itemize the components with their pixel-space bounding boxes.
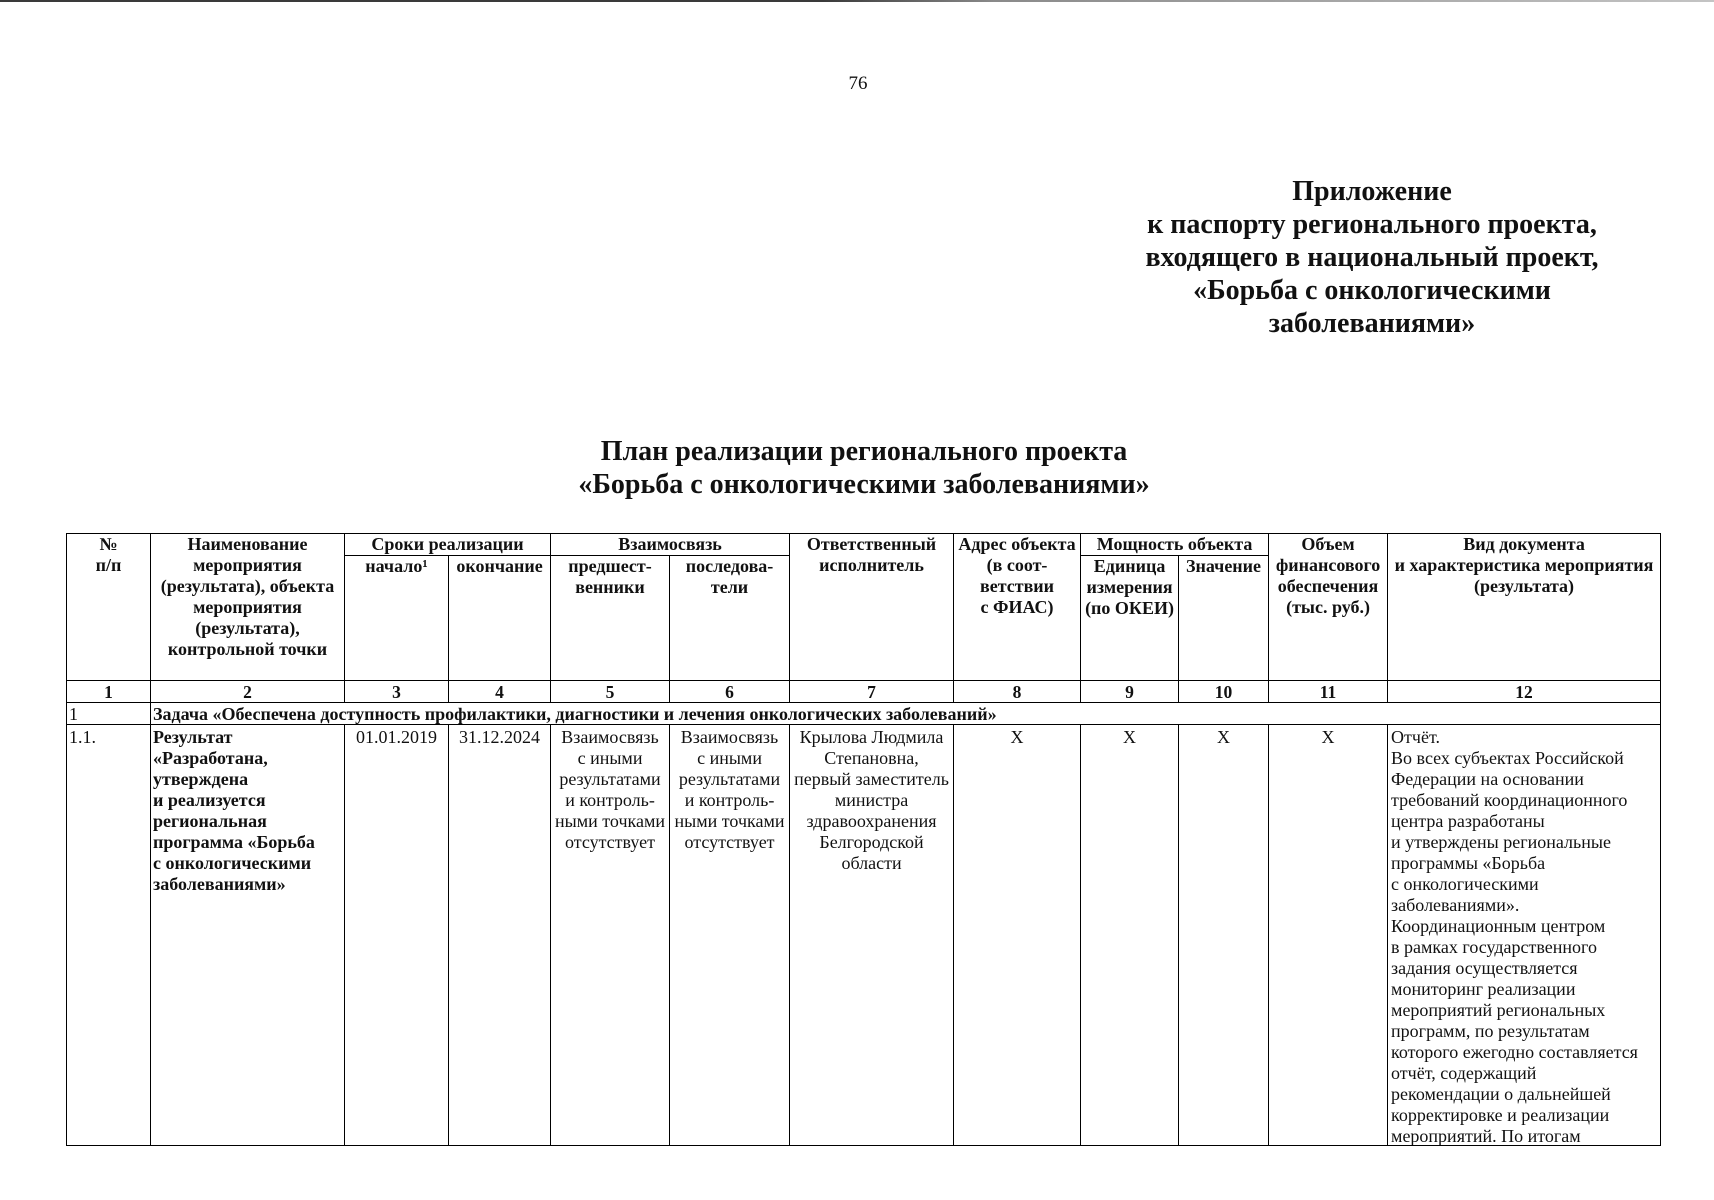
text-line: области [841,853,902,873]
text-line: министра [834,790,909,810]
text-line: последова- [685,556,774,576]
text-line: входящего в национальный проект, [1145,242,1599,273]
text-line: (результата), объекта [160,576,335,596]
page-number: 76 [848,73,868,94]
text-line: с иными [577,748,643,768]
text-line: (в соот- [986,555,1048,575]
header-timing-group: Сроки реализации [345,534,551,556]
header-value-cell: Значение [1179,556,1269,681]
text-line: результатами [678,769,781,789]
document-title [514,435,1214,501]
text-line: и контроль- [684,790,775,810]
text-line: Белгородской [819,832,924,852]
header-links-group: Взаимосвязь [551,534,790,556]
text-line: Приложение [1292,176,1452,207]
row-document [1388,725,1660,1145]
text-line: исполнитель [819,555,924,575]
text-line: которого ежегодно составляется [1391,1042,1638,1062]
text-line: «Борьба с онкологическими заболеваниями» [578,469,1150,500]
text-line: первый заместитель [794,769,949,789]
text-line: Единица [1093,556,1166,576]
text-line: заболеваниями» [1268,308,1476,339]
text-line: мониторинг реализации [1391,979,1576,999]
text-line: к паспорту регионального проекта, [1147,209,1597,240]
column-number-cell: 10 [1179,681,1269,703]
row-end-date: 31.12.2024 [459,727,540,747]
text-line: Крылова Людмила [799,727,944,747]
text-line: обеспечения [1277,576,1379,596]
column-numbers-row [67,681,1661,703]
row-value: Х [1217,727,1231,747]
text-line: План реализации регионального проекта [600,436,1128,467]
column-number-cell: 3 [345,681,449,703]
text-line: Степановна, [824,748,919,768]
row-responsible [790,725,953,1145]
column-number-cell: 7 [790,681,954,703]
text-line: Взаимосвязь [561,727,659,747]
row-start-date: 01.01.2019 [356,727,437,747]
text-line: № [99,534,118,554]
column-number-cell: 2 [151,681,345,703]
table-header-row-1 [67,534,1661,556]
task-text-cell: Задача «Обеспечена доступность профилактики, диагностики и лечения онкологических заболеваний» [151,703,1661,725]
row-number: 1.1. [69,727,96,747]
text-line: Результат [153,727,233,747]
text-line: здравоохранения [806,811,937,831]
header-number-cell [67,534,151,681]
header-end-cell: окончание [449,556,551,681]
row-predecessors-cell [551,725,670,1146]
header-predecessors-cell [551,556,670,681]
text-line: отсутствует [564,832,656,852]
text-line: центра разработаны [1391,811,1545,831]
header-document-cell [1388,534,1661,681]
row-document-cell [1388,725,1661,1146]
text-line: мероприятия [193,597,302,617]
task-number-cell: 1 [67,703,151,725]
row-unit: Х [1123,727,1137,747]
text-line: и утверждены региональные [1391,832,1611,852]
text-line: задания осуществляется [1391,958,1578,978]
text-line: Вид документа [1463,534,1585,554]
text-line: п/п [95,555,122,575]
text-line: ными точками [674,811,785,831]
text-line: отчёт, содержащий [1391,1063,1537,1083]
text-line: региональная [153,811,267,831]
column-number-cell: 5 [551,681,670,703]
row-value-cell [1179,725,1269,1146]
text-line: Координационным центром [1391,916,1606,936]
column-number-cell: 8 [954,681,1081,703]
text-line: измерения [1086,577,1173,597]
text-line: ветствии [979,576,1055,596]
text-line: рекомендации о дальнейшей [1391,1084,1611,1104]
column-number-cell: 4 [449,681,551,703]
text-line: предшест- [568,556,652,576]
column-number-cell: 6 [670,681,790,703]
text-line: программ, по результатам [1391,1021,1590,1041]
row-name [151,725,344,1145]
header-address-cell [954,534,1081,681]
text-line: с онкологическими [153,853,312,873]
text-line: и контроль- [565,790,655,810]
row-successors-cell [670,725,790,1146]
text-line: финансового [1275,555,1381,575]
header-funding-cell [1269,534,1388,681]
text-line: заболеваниями» [153,874,286,894]
text-line: ными точками [555,811,665,831]
text-line: мероприятий. По итогам [1391,1126,1581,1145]
row-number-cell [67,725,151,1146]
text-line: мероприятия [193,555,302,575]
column-number-cell: 12 [1388,681,1661,703]
text-line: «Разработана, [153,748,268,768]
text-line: заболеваниями». [1391,895,1520,915]
text-line: Ответственный [806,534,937,554]
text-line: программа «Борьба [153,832,315,852]
text-line: с ФИАС) [980,597,1054,617]
row-end-cell [449,725,551,1146]
appendix-heading [1092,175,1652,340]
text-line: отсутствует [684,832,775,852]
text-line: Федерации на основании [1391,769,1584,789]
table-row [67,725,1661,1146]
text-line: требований координационного [1391,790,1628,810]
header-name-cell [151,534,345,681]
text-line: тели [710,577,749,597]
column-number-cell: 9 [1081,681,1179,703]
header-unit-cell [1081,556,1179,681]
text-line: результатами [559,769,661,789]
row-address: Х [1010,727,1024,747]
row-successors [670,725,789,1145]
text-line: (результата) [1474,576,1575,596]
row-start-cell [345,725,449,1146]
header-capacity-group: Мощность объекта [1081,534,1269,556]
text-line: и характеристика мероприятия [1394,555,1654,575]
text-line: и реализуется [153,790,266,810]
task-row [67,703,1661,725]
column-number-cell: 11 [1269,681,1388,703]
header-start-cell: начало¹ [345,556,449,681]
text-line: венники [575,577,645,597]
text-line: Объем [1301,534,1355,554]
plan-table [66,533,1661,1146]
text-line: контрольной точки [167,639,328,659]
text-line: Взаимосвязь [680,727,779,747]
column-number-cell: 1 [67,681,151,703]
text-line: с онкологическими [1391,874,1539,894]
row-predecessors [551,725,669,1145]
text-line: Наименование [187,534,308,554]
text-line: (тыс. руб.) [1286,597,1370,617]
text-line: программы «Борьба [1391,853,1546,873]
text-line: утверждена [153,769,249,789]
text-line: корректировке и реализации [1391,1105,1610,1125]
text-line: в рамках государственного [1391,937,1597,957]
text-line: мероприятий региональных [1391,1000,1606,1020]
text-line: (по ОКЕИ) [1085,598,1174,618]
row-responsible-cell [790,725,954,1146]
row-address-cell [954,725,1081,1146]
header-responsible-cell [790,534,954,681]
text-line: (результата), [195,618,300,638]
row-funding: Х [1321,727,1335,747]
text-line: Отчёт. [1391,727,1440,747]
text-line: «Борьба с онкологическими [1193,275,1551,306]
row-unit-cell [1081,725,1179,1146]
row-funding-cell [1269,725,1388,1146]
scan-edge-line [0,0,1714,2]
row-name-cell [151,725,345,1146]
text-line: Адрес объекта [958,534,1076,554]
text-line: Во всех субъектах Российской [1391,748,1624,768]
text-line: с иными [697,748,762,768]
header-successors-cell [670,556,790,681]
